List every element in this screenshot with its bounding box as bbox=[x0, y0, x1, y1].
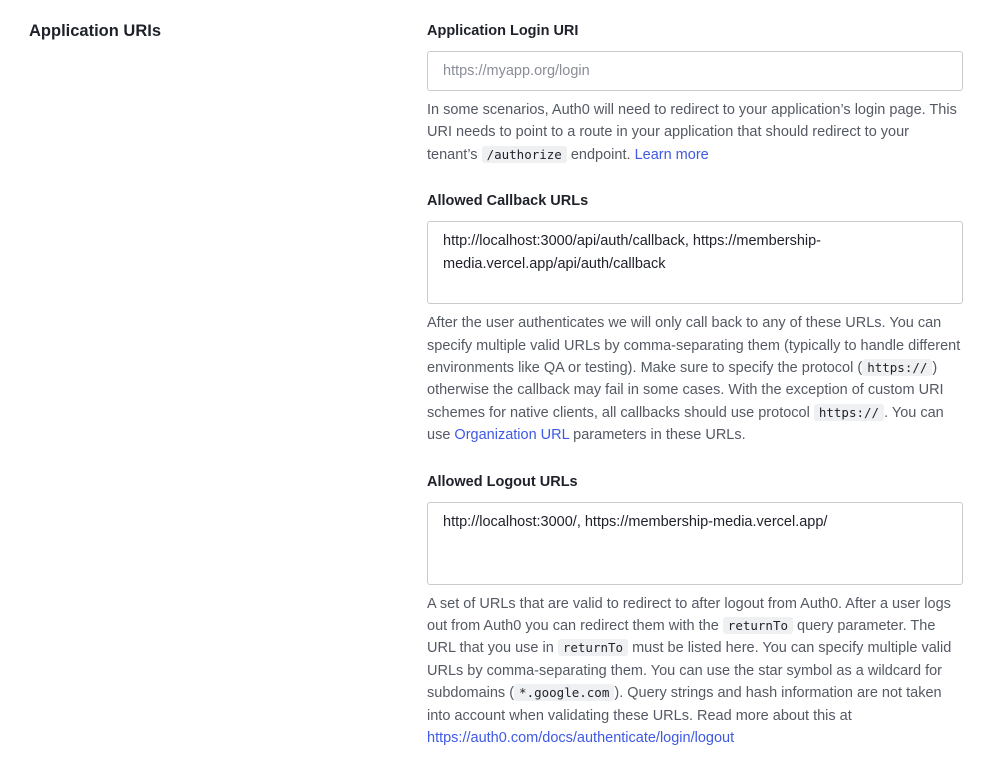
login-uri-group bbox=[427, 20, 963, 166]
logout-urls-group bbox=[427, 471, 963, 750]
help-text: A set of URLs that are valid to redirect to after logout from Auth0. After a user logs out from Auth0 you can redirect them with the bbox=[427, 595, 951, 635]
help-text: must be listed here. You can specify multiple valid URLs by comma-separating them. You can use the star symbol as a wildcard for subdomains ( bbox=[427, 640, 952, 702]
help-text: . You can use bbox=[427, 404, 944, 444]
callback-urls-textarea[interactable] bbox=[427, 221, 963, 304]
help-text: ) otherwise the callback may fail in some cases. With the exception of custom URI schemes for native clients, all callbacks should use protocol bbox=[427, 360, 944, 421]
logout-urls-help bbox=[427, 593, 963, 750]
code-returnto: returnTo bbox=[723, 617, 793, 634]
help-text: ). Query strings and hash information are not taken into account when validating these URLs. Read more about this at bbox=[427, 685, 942, 724]
callback-urls-label: Allowed Callback URLs bbox=[427, 193, 589, 210]
code-wildcard: *.google.com bbox=[514, 684, 614, 701]
logout-docs-link[interactable]: https://auth0.com/docs/authenticate/login/logout bbox=[427, 730, 735, 747]
help-text: query parameter. The URL that you use in bbox=[427, 618, 936, 657]
organization-url-link[interactable]: Organization URL bbox=[454, 427, 570, 444]
logout-urls-textarea[interactable] bbox=[427, 502, 963, 585]
code-https: https:// bbox=[862, 359, 932, 376]
code-authorize: /authorize bbox=[482, 146, 567, 163]
code-returnto: returnTo bbox=[558, 639, 628, 656]
login-uri-label: Application Login URI bbox=[427, 23, 579, 39]
learn-more-link[interactable]: Learn more bbox=[634, 146, 709, 163]
help-text: parameters in these URLs. bbox=[569, 427, 746, 444]
login-uri-help bbox=[427, 99, 963, 166]
help-text: endpoint. bbox=[566, 146, 635, 163]
section-title: Application URIs bbox=[29, 22, 162, 40]
login-uri-input[interactable] bbox=[427, 51, 963, 91]
logout-urls-label: Allowed Logout URLs bbox=[427, 473, 578, 490]
help-text: In some scenarios, Auth0 will need to redirect to your application’s login page. This URI needs to point to a route in your application that should redirect to your tenant’s bbox=[427, 102, 957, 163]
callback-urls-group bbox=[427, 190, 963, 446]
callback-urls-help bbox=[427, 312, 963, 446]
code-https: https:// bbox=[814, 404, 884, 421]
uris-form bbox=[427, 20, 963, 772]
help-text: After the user authenticates we will only call back to any of these URLs. You can specify multiple valid URLs by comma-separating them (typically to handle different environments like QA or testing). Make sure to specify the protocol ( bbox=[427, 315, 961, 377]
